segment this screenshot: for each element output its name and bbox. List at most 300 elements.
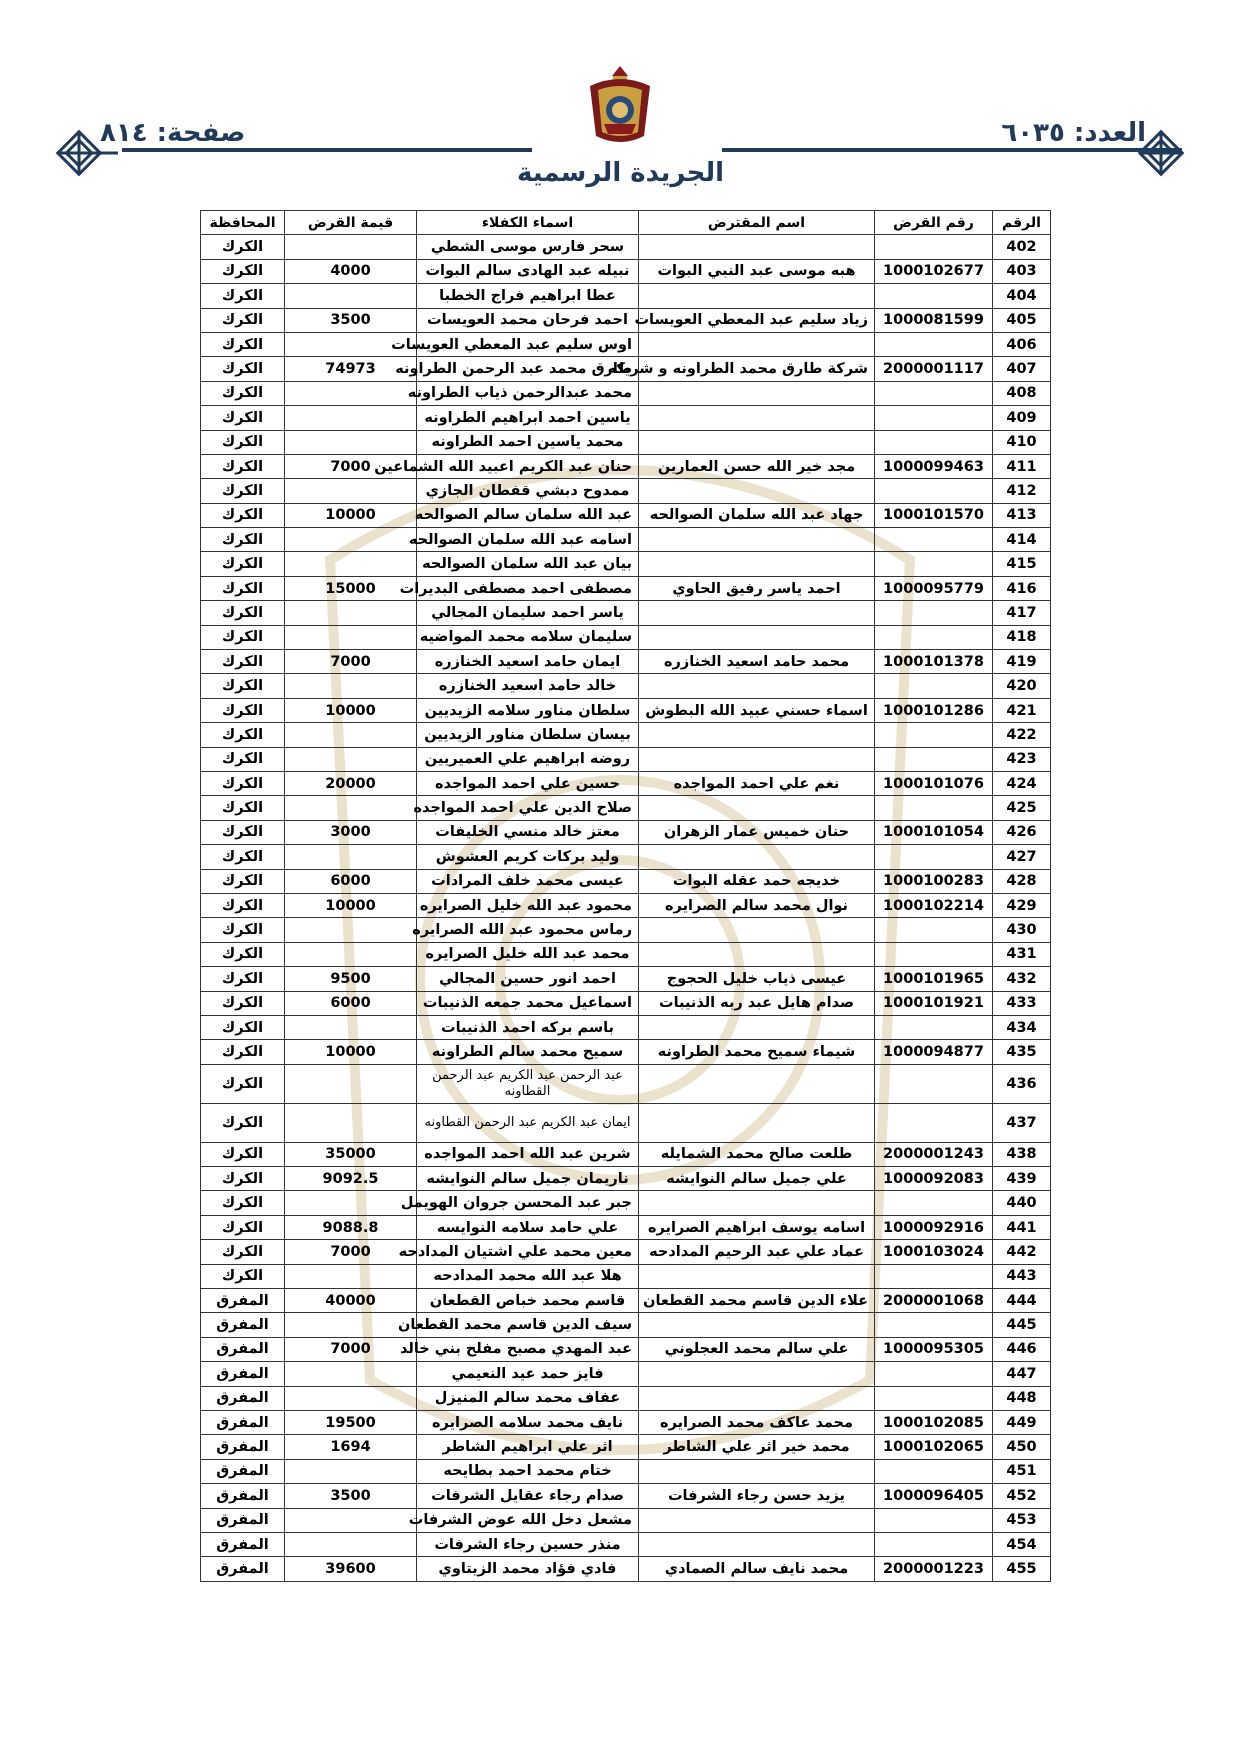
cell-loan-amount: 15000: [285, 576, 417, 600]
cell-row-number: 418: [993, 625, 1051, 649]
cell-loan-number: 1000102085: [875, 1410, 993, 1434]
table-row: [201, 1215, 1051, 1239]
table-row: [201, 747, 1051, 771]
cell-governorate: المفرق: [201, 1362, 285, 1386]
cell-borrower-name: عيسى ذياب خليل الحجوج: [639, 967, 875, 991]
cell-guarantor-name: صدام رجاء عقايل الشرفات: [417, 1484, 639, 1508]
cell-loan-number: [875, 625, 993, 649]
cell-loan-number: 1000095779: [875, 576, 993, 600]
cell-loan-number: [875, 1264, 993, 1288]
cell-loan-amount: [285, 430, 417, 454]
cell-governorate: الكرك: [201, 528, 285, 552]
table-row: [201, 1289, 1051, 1313]
cell-row-number: 412: [993, 479, 1051, 503]
cell-row-number: 405: [993, 308, 1051, 332]
cell-row-number: 435: [993, 1040, 1051, 1064]
cell-row-number: 409: [993, 406, 1051, 430]
cell-loan-number: 1000101076: [875, 771, 993, 795]
cell-guarantor-name: مصطفى احمد مصطفى البديرات: [417, 576, 639, 600]
cell-governorate: الكرك: [201, 259, 285, 283]
table-row: [201, 771, 1051, 795]
cell-governorate: المفرق: [201, 1337, 285, 1361]
cell-loan-amount: [285, 406, 417, 430]
cell-loan-number: 2000001243: [875, 1142, 993, 1166]
cell-loan-amount: [285, 942, 417, 966]
cell-row-number: 450: [993, 1435, 1051, 1459]
cell-borrower-name: [639, 1508, 875, 1532]
cell-guarantor-name: رماس محمود عبد الله الصرايره: [417, 918, 639, 942]
table-row: [201, 1240, 1051, 1264]
cell-loan-number: 2000001223: [875, 1557, 993, 1581]
cell-borrower-name: نوال محمد سالم الصرايره: [639, 893, 875, 917]
table-row: [201, 308, 1051, 332]
cell-loan-amount: [285, 235, 417, 259]
cell-governorate: الكرك: [201, 1040, 285, 1064]
col-header-loan-no: رقم القرض: [875, 211, 993, 235]
cell-borrower-name: [639, 747, 875, 771]
cell-governorate: الكرك: [201, 698, 285, 722]
cell-borrower-name: حنان خميس عمار الزهران: [639, 820, 875, 844]
cell-borrower-name: اسامه يوسف ابراهيم الصرايره: [639, 1215, 875, 1239]
table-row: [201, 1313, 1051, 1337]
cell-guarantor-name: ياسر احمد سليمان المجالي: [417, 601, 639, 625]
cell-guarantor-name: معتز خالد منسي الخليفات: [417, 820, 639, 844]
cell-guarantor-name: نبيله عبد الهادى سالم البوات: [417, 259, 639, 283]
cell-governorate: المفرق: [201, 1289, 285, 1313]
cell-row-number: 430: [993, 918, 1051, 942]
table-row: [201, 503, 1051, 527]
cell-loan-amount: [285, 479, 417, 503]
cell-row-number: 421: [993, 698, 1051, 722]
cell-loan-number: [875, 674, 993, 698]
cell-row-number: 455: [993, 1557, 1051, 1581]
cell-governorate: الكرك: [201, 625, 285, 649]
cell-governorate: الكرك: [201, 1103, 285, 1142]
table-row: [201, 528, 1051, 552]
cell-guarantor-name: معين محمد علي اشتيان المدادحه: [417, 1240, 639, 1264]
issue-number: العدد: ٦٠٣٥: [1001, 118, 1146, 148]
cell-guarantor-name: احمد انور حسين المجالي: [417, 967, 639, 991]
cell-governorate: الكرك: [201, 430, 285, 454]
cell-guarantor-name: فايز حمد عيد النعيمي: [417, 1362, 639, 1386]
cell-loan-number: [875, 845, 993, 869]
table-row: [201, 1064, 1051, 1103]
cell-loan-number: [875, 332, 993, 356]
cell-loan-number: [875, 1103, 993, 1142]
cell-row-number: 438: [993, 1142, 1051, 1166]
cell-row-number: 410: [993, 430, 1051, 454]
cell-loan-number: [875, 406, 993, 430]
cell-borrower-name: مجد خير الله حسن العمارين: [639, 454, 875, 478]
cell-governorate: الكرك: [201, 1015, 285, 1039]
cell-row-number: 453: [993, 1508, 1051, 1532]
cell-guarantor-name: خالد حامد اسعيد الخنازره: [417, 674, 639, 698]
cell-governorate: الكرك: [201, 479, 285, 503]
cell-guarantor-name: طارق محمد عبد الرحمن الطراونه: [417, 357, 639, 381]
cell-loan-amount: [285, 381, 417, 405]
cell-loan-amount: 6000: [285, 991, 417, 1015]
table-row: [201, 893, 1051, 917]
cell-row-number: 422: [993, 723, 1051, 747]
cell-governorate: المفرق: [201, 1484, 285, 1508]
cell-loan-number: [875, 284, 993, 308]
cell-row-number: 407: [993, 357, 1051, 381]
cell-governorate: الكرك: [201, 747, 285, 771]
cell-guarantor-name: عبد الله سلمان سالم الصوالحه: [417, 503, 639, 527]
cell-borrower-name: [639, 332, 875, 356]
cell-row-number: 448: [993, 1386, 1051, 1410]
table-row: [201, 625, 1051, 649]
table-row: [201, 1557, 1051, 1581]
cell-borrower-name: [639, 918, 875, 942]
page-number: صفحة: ٨١٤: [100, 118, 246, 148]
cell-governorate: الكرك: [201, 967, 285, 991]
gazette-header: [0, 0, 1241, 205]
cell-borrower-name: [639, 1015, 875, 1039]
cell-governorate: الكرك: [201, 1064, 285, 1103]
cell-borrower-name: اسماء حسني عبيد الله البطوش: [639, 698, 875, 722]
cell-loan-number: 1000092916: [875, 1215, 993, 1239]
cell-loan-amount: [285, 528, 417, 552]
cell-governorate: الكرك: [201, 454, 285, 478]
cell-governorate: الكرك: [201, 1167, 285, 1191]
cell-loan-number: 1000103024: [875, 1240, 993, 1264]
cell-guarantor-name: فادي فؤاد محمد الزيتاوي: [417, 1557, 639, 1581]
cell-governorate: الكرك: [201, 235, 285, 259]
cell-borrower-name: عماد علي عبد الرحيم المدادحه: [639, 1240, 875, 1264]
cell-loan-number: 2000001117: [875, 357, 993, 381]
cell-governorate: المفرق: [201, 1386, 285, 1410]
table-row: [201, 1459, 1051, 1483]
table-row: [201, 357, 1051, 381]
cell-loan-amount: [285, 552, 417, 576]
cell-guarantor-name: روضه ابراهيم علي العميريين: [417, 747, 639, 771]
cell-row-number: 440: [993, 1191, 1051, 1215]
cell-row-number: 439: [993, 1167, 1051, 1191]
cell-loan-amount: 9092.5: [285, 1167, 417, 1191]
cell-borrower-name: احمد ياسر رفيق الحاوي: [639, 576, 875, 600]
cell-guarantor-name: اسماعيل محمد جمعه الذنيبات: [417, 991, 639, 1015]
cell-loan-amount: [285, 1191, 417, 1215]
cell-guarantor-name: محمود عبد الله خليل الصرايره: [417, 893, 639, 917]
cell-row-number: 415: [993, 552, 1051, 576]
cell-guarantor-name: ختام محمد احمد بطايحه: [417, 1459, 639, 1483]
table-row: [201, 1484, 1051, 1508]
cell-loan-amount: [285, 796, 417, 820]
table-row: [201, 381, 1051, 405]
table-row: [201, 1015, 1051, 1039]
cell-row-number: 425: [993, 796, 1051, 820]
table-header-row: [201, 211, 1051, 235]
cell-guarantor-name: سليمان سلامه محمد المواضيه: [417, 625, 639, 649]
cell-borrower-name: [639, 479, 875, 503]
cell-row-number: 454: [993, 1532, 1051, 1556]
table-row: [201, 284, 1051, 308]
cell-borrower-name: علاء الدين قاسم محمد القطعان: [639, 1289, 875, 1313]
cell-row-number: 441: [993, 1215, 1051, 1239]
cell-governorate: الكرك: [201, 381, 285, 405]
cell-row-number: 452: [993, 1484, 1051, 1508]
cell-loan-amount: 74973: [285, 357, 417, 381]
cell-borrower-name: [639, 1459, 875, 1483]
cell-loan-amount: [285, 601, 417, 625]
table-row: [201, 406, 1051, 430]
cell-loan-amount: 3000: [285, 820, 417, 844]
cell-row-number: 406: [993, 332, 1051, 356]
cell-row-number: 417: [993, 601, 1051, 625]
table-row: [201, 1142, 1051, 1166]
table-row: [201, 1337, 1051, 1361]
cell-loan-amount: [285, 1015, 417, 1039]
cell-governorate: الكرك: [201, 771, 285, 795]
cell-loan-number: 1000101965: [875, 967, 993, 991]
cell-loan-number: [875, 552, 993, 576]
cell-guarantor-name: عبد الرحمن عبد الكريم عبد الرحمن القطاونه: [417, 1064, 639, 1103]
cell-loan-number: [875, 1459, 993, 1483]
cell-row-number: 403: [993, 259, 1051, 283]
cell-governorate: الكرك: [201, 1240, 285, 1264]
cell-loan-number: 1000099463: [875, 454, 993, 478]
cell-loan-number: [875, 381, 993, 405]
cell-governorate: الكرك: [201, 918, 285, 942]
cell-loan-amount: [285, 1264, 417, 1288]
table-row: [201, 650, 1051, 674]
col-header-num: الرقم: [993, 211, 1051, 235]
cell-governorate: الكرك: [201, 1264, 285, 1288]
cell-loan-amount: 10000: [285, 1040, 417, 1064]
cell-borrower-name: صدام هايل عبد ربه الذنيبات: [639, 991, 875, 1015]
cell-loan-number: [875, 918, 993, 942]
cell-borrower-name: [639, 381, 875, 405]
cell-row-number: 416: [993, 576, 1051, 600]
cell-borrower-name: محمد خير اثر علي الشاطر: [639, 1435, 875, 1459]
cell-loan-amount: [285, 625, 417, 649]
table-row: [201, 1167, 1051, 1191]
cell-row-number: 449: [993, 1410, 1051, 1434]
cell-guarantor-name: جبر عبد المحسن جروان الهويمل: [417, 1191, 639, 1215]
cell-row-number: 414: [993, 528, 1051, 552]
cell-borrower-name: [639, 1064, 875, 1103]
cell-loan-amount: 9088.8: [285, 1215, 417, 1239]
cell-governorate: المفرق: [201, 1410, 285, 1434]
cell-borrower-name: [639, 942, 875, 966]
cell-governorate: الكرك: [201, 796, 285, 820]
table-row: [201, 552, 1051, 576]
cell-borrower-name: [639, 1191, 875, 1215]
cell-governorate: الكرك: [201, 942, 285, 966]
cell-guarantor-name: عبد المهدي مصبح مفلح بني خالد: [417, 1337, 639, 1361]
cell-loan-amount: [285, 845, 417, 869]
cell-governorate: الكرك: [201, 284, 285, 308]
cell-loan-number: [875, 1362, 993, 1386]
cell-borrower-name: [639, 1264, 875, 1288]
cell-guarantor-name: محمد عبدالرحمن ذياب الطراونه: [417, 381, 639, 405]
cell-row-number: 432: [993, 967, 1051, 991]
cell-loan-number: [875, 528, 993, 552]
table-row: [201, 1040, 1051, 1064]
cell-loan-number: [875, 235, 993, 259]
cell-row-number: 446: [993, 1337, 1051, 1361]
cell-borrower-name: زياد سليم عبد المعطي العويسات: [639, 308, 875, 332]
cell-borrower-name: علي سالم محمد العجلوني: [639, 1337, 875, 1361]
cell-loan-amount: [285, 1532, 417, 1556]
table-row: [201, 576, 1051, 600]
table-row: [201, 1362, 1051, 1386]
cell-row-number: 433: [993, 991, 1051, 1015]
cell-guarantor-name: سميح محمد سالم الطراونه: [417, 1040, 639, 1064]
cell-loan-number: 1000101378: [875, 650, 993, 674]
cell-loan-number: [875, 1064, 993, 1103]
cell-governorate: الكرك: [201, 406, 285, 430]
header-rule-right: [722, 148, 1182, 152]
cell-loan-number: 1000102065: [875, 1435, 993, 1459]
cell-guarantor-name: صلاح الدين علي احمد المواجده: [417, 796, 639, 820]
cell-loan-number: 1000101921: [875, 991, 993, 1015]
cell-row-number: 436: [993, 1064, 1051, 1103]
cell-loan-amount: 3500: [285, 308, 417, 332]
cell-guarantor-name: مشعل دخل الله عوض الشرفات: [417, 1508, 639, 1532]
table-row: [201, 430, 1051, 454]
cell-row-number: 429: [993, 893, 1051, 917]
cell-loan-amount: 10000: [285, 698, 417, 722]
cell-borrower-name: [639, 625, 875, 649]
cell-guarantor-name: شرين عبد الله احمد المواجده: [417, 1142, 639, 1166]
cell-governorate: الكرك: [201, 332, 285, 356]
table-row: [201, 967, 1051, 991]
cell-row-number: 442: [993, 1240, 1051, 1264]
cell-guarantor-name: اثر علي ابراهيم الشاطر: [417, 1435, 639, 1459]
cell-loan-amount: [285, 1459, 417, 1483]
cell-borrower-name: [639, 601, 875, 625]
table-row: [201, 918, 1051, 942]
cell-row-number: 404: [993, 284, 1051, 308]
table-row: [201, 845, 1051, 869]
cell-loan-number: [875, 1313, 993, 1337]
cell-governorate: الكرك: [201, 893, 285, 917]
cell-borrower-name: محمد عاكف محمد الصرايره: [639, 1410, 875, 1434]
cell-borrower-name: طلعت صالح محمد الشمايله: [639, 1142, 875, 1166]
cell-guarantor-name: عفاف محمد سالم المنيزل: [417, 1386, 639, 1410]
table-row: [201, 674, 1051, 698]
cell-loan-amount: [285, 1386, 417, 1410]
cell-guarantor-name: باسم بركه احمد الذنيبات: [417, 1015, 639, 1039]
cell-loan-number: [875, 1532, 993, 1556]
cell-governorate: المفرق: [201, 1459, 285, 1483]
cell-governorate: الكرك: [201, 869, 285, 893]
cell-row-number: 419: [993, 650, 1051, 674]
cell-loan-number: 1000081599: [875, 308, 993, 332]
cell-loan-amount: 3500: [285, 1484, 417, 1508]
cell-loan-amount: [285, 1362, 417, 1386]
cell-borrower-name: [639, 1362, 875, 1386]
cell-governorate: الكرك: [201, 308, 285, 332]
cell-borrower-name: [639, 1313, 875, 1337]
cell-row-number: 428: [993, 869, 1051, 893]
cell-loan-amount: [285, 1508, 417, 1532]
table-row: [201, 820, 1051, 844]
cell-row-number: 424: [993, 771, 1051, 795]
table-row: [201, 601, 1051, 625]
cell-loan-amount: 6000: [285, 869, 417, 893]
cell-borrower-name: شركة طارق محمد الطراونه و شريكه: [639, 357, 875, 381]
cell-guarantor-name: بيان عبد الله سلمان الصوالحه: [417, 552, 639, 576]
cell-loan-amount: 10000: [285, 893, 417, 917]
col-header-governorate: المحافظة: [201, 211, 285, 235]
cell-guarantor-name: ممدوح دبشي قفطان الجازي: [417, 479, 639, 503]
table-row: [201, 1508, 1051, 1532]
table-row: [201, 991, 1051, 1015]
cell-borrower-name: علي جميل سالم النوايشه: [639, 1167, 875, 1191]
cell-loan-amount: [285, 674, 417, 698]
cell-loan-number: 1000092083: [875, 1167, 993, 1191]
cell-loan-amount: [285, 1103, 417, 1142]
cell-loan-amount: 7000: [285, 1337, 417, 1361]
cell-row-number: 426: [993, 820, 1051, 844]
cell-loan-amount: 9500: [285, 967, 417, 991]
cell-guarantor-name: محمد ياسين احمد الطراونه: [417, 430, 639, 454]
cell-governorate: الكرك: [201, 503, 285, 527]
cell-loan-number: [875, 723, 993, 747]
cell-guarantor-name: اسامه عبد الله سلمان الصوالحه: [417, 528, 639, 552]
cell-governorate: الكرك: [201, 576, 285, 600]
cell-loan-amount: [285, 1313, 417, 1337]
cell-loan-amount: 7000: [285, 1240, 417, 1264]
cell-loan-number: [875, 1015, 993, 1039]
cell-loan-amount: 39600: [285, 1557, 417, 1581]
cell-loan-amount: [285, 723, 417, 747]
cell-guarantor-name: ناريمان جميل سالم النوايشه: [417, 1167, 639, 1191]
cell-row-number: 420: [993, 674, 1051, 698]
table-row: [201, 235, 1051, 259]
cell-row-number: 423: [993, 747, 1051, 771]
cell-guarantor-name: نايف محمد سلامه الصرايره: [417, 1410, 639, 1434]
cell-governorate: الكرك: [201, 845, 285, 869]
cell-borrower-name: محمد نايف سالم الصمادي: [639, 1557, 875, 1581]
cell-guarantor-name: بيسان سلطان مناور الزيديين: [417, 723, 639, 747]
cell-governorate: المفرق: [201, 1532, 285, 1556]
cell-loan-number: 1000101570: [875, 503, 993, 527]
cell-borrower-name: [639, 674, 875, 698]
table-row: [201, 332, 1051, 356]
col-header-guarantors: اسماء الكفلاء: [417, 211, 639, 235]
table-row: [201, 796, 1051, 820]
table-row: [201, 479, 1051, 503]
cell-row-number: 445: [993, 1313, 1051, 1337]
cell-guarantor-name: ايمان عبد الكريم عبد الرحمن القطاونه: [417, 1103, 639, 1142]
cell-guarantor-name: سلطان مناور سلامه الزيديين: [417, 698, 639, 722]
table-row: [201, 942, 1051, 966]
cell-row-number: 443: [993, 1264, 1051, 1288]
cell-loan-number: 1000101286: [875, 698, 993, 722]
cell-governorate: الكرك: [201, 601, 285, 625]
cell-governorate: الكرك: [201, 552, 285, 576]
table-row: [201, 1386, 1051, 1410]
table-row: [201, 723, 1051, 747]
cell-borrower-name: [639, 1103, 875, 1142]
loans-table: [200, 210, 1051, 1582]
cell-loan-number: [875, 796, 993, 820]
table-row: [201, 1435, 1051, 1459]
cell-guarantor-name: وليد بركات كريم العشوش: [417, 845, 639, 869]
cell-governorate: الكرك: [201, 357, 285, 381]
cell-borrower-name: محمد حامد اسعيد الخنازره: [639, 650, 875, 674]
table-row: [201, 1532, 1051, 1556]
cell-governorate: المفرق: [201, 1508, 285, 1532]
cell-row-number: 427: [993, 845, 1051, 869]
cell-loan-amount: 20000: [285, 771, 417, 795]
cell-borrower-name: [639, 284, 875, 308]
cell-loan-amount: 40000: [285, 1289, 417, 1313]
